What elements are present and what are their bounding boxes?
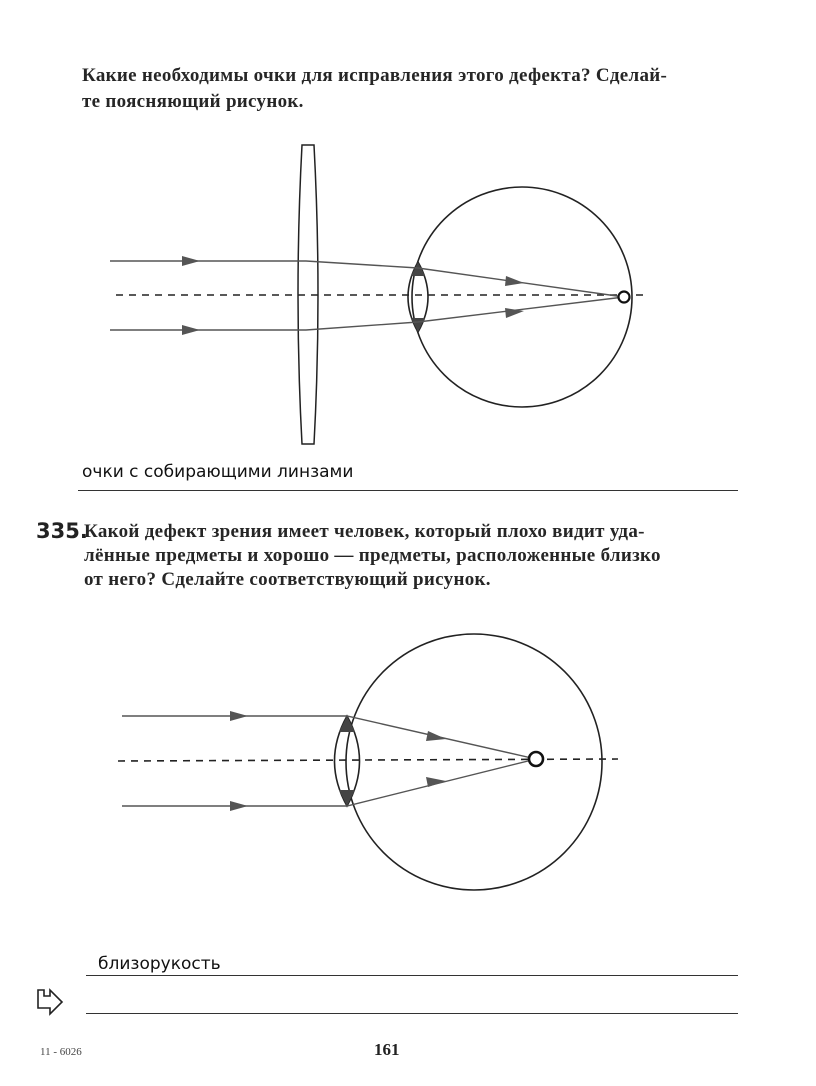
page-number: 161 — [374, 1040, 400, 1059]
answer-2-text: близорукость — [98, 954, 221, 974]
intro-text-line1: Какие необходимы очки для исправления этого дефекта? Сделай- — [82, 65, 668, 86]
pencil-arrow-icon — [38, 990, 62, 1014]
q335-line3: от него? Сделайте соответствующий рисунок. — [84, 569, 491, 590]
answer-1-line — [78, 490, 738, 491]
answer-2-line — [86, 975, 738, 976]
answer-1-text: очки с собирающими линзами — [82, 462, 354, 482]
intro-text-line2: те поясняющий рисунок. — [82, 91, 304, 112]
eye-lens-2 — [335, 716, 360, 806]
answer-extra-line — [86, 1013, 738, 1014]
focus-point-2 — [529, 752, 543, 766]
q335-line1: Какой дефект зрения имеет человек, который плохо видит уда- — [84, 521, 645, 542]
eye-ball-2 — [346, 634, 602, 890]
question-number-335: 335. — [36, 519, 88, 543]
eye-ball-1 — [412, 187, 632, 407]
footer-code: 11 - 6026 — [40, 1046, 82, 1058]
focus-point-1 — [619, 292, 630, 303]
q335-line2: лённые предметы и хорошо — предметы, расположенные близко — [84, 545, 661, 566]
